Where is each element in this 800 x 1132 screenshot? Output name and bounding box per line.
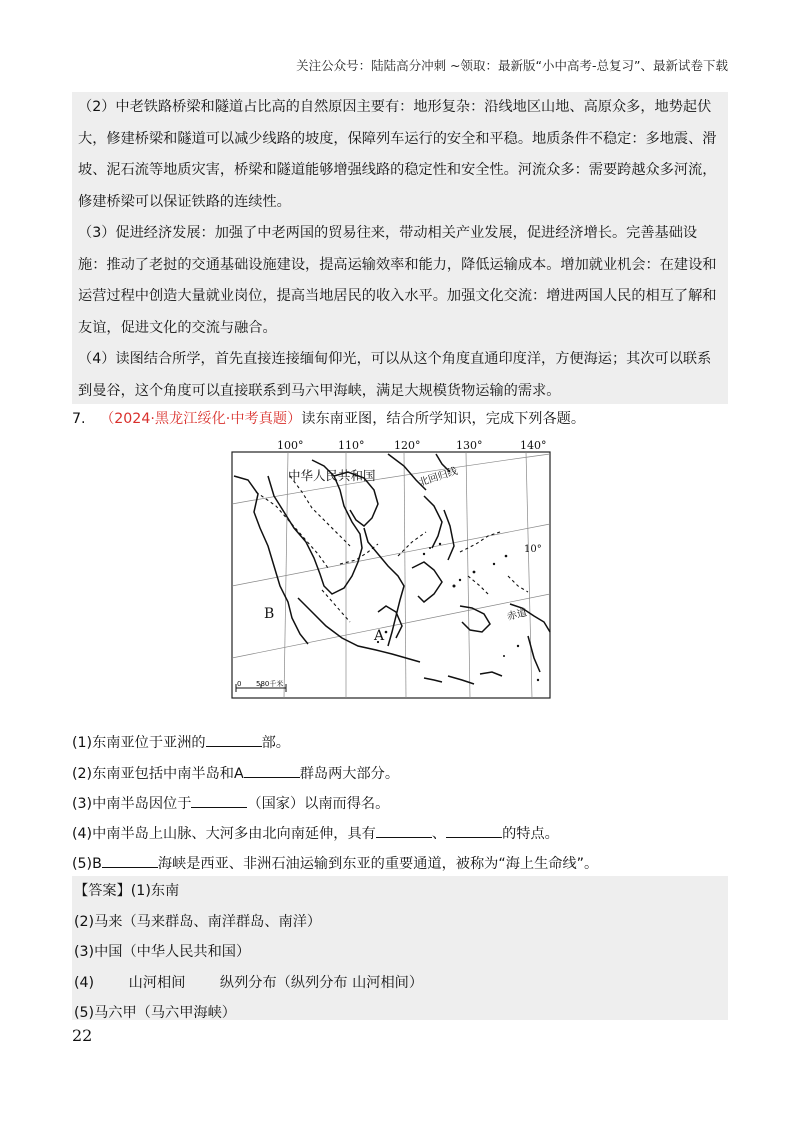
sub-question-2 — [72, 763, 399, 783]
question-header — [72, 408, 585, 428]
answer-blank — [446, 825, 502, 838]
answer-blank — [376, 825, 432, 838]
lon-label-100: 100° — [277, 439, 304, 452]
question-source: （2024·黑龙江绥化·中考真题） — [100, 411, 302, 427]
answer-line-4 — [72, 968, 728, 999]
sub-question-4 — [72, 823, 559, 843]
sub-question-4-separator: 、 — [431, 826, 447, 842]
answer-2: (2)马来（马来群岛、南洋群岛、南洋） — [74, 913, 322, 930]
map-lat-label: 10° — [524, 544, 542, 555]
lon-label-110: 110° — [338, 439, 365, 452]
previous-answer-block — [72, 92, 728, 404]
lon-label-120: 120° — [394, 439, 421, 452]
sub-question-2-text: (2)东南亚包括中南半岛和A — [72, 766, 244, 782]
sub-question-2-suffix: 群岛两大部分。 — [299, 766, 400, 782]
sub-question-3-text: (3)中南半岛因位于 — [72, 796, 192, 812]
scale-distance-label: 580千米 — [256, 680, 284, 688]
sub-question-5-text: (5)B — [72, 856, 102, 872]
sub-question-1 — [72, 732, 290, 752]
scale-zero-label: 0 — [237, 680, 242, 688]
sub-question-4-text: (4)中南半岛上山脉、大河多由北向南延伸，具有 — [72, 826, 376, 842]
header-note: 关注公众号：陆陆高分冲刺 ~领取：最新版“小中高考-总复习”、最新试卷下载 — [296, 58, 728, 73]
page-number: 22 — [72, 1026, 93, 1045]
answer-5: (5)马六甲（马六甲海峡） — [74, 1005, 236, 1021]
map-tropic-label: 北回归线 — [417, 466, 459, 489]
answer-3: (3)中国（中华人民共和国） — [74, 944, 251, 960]
lon-label-130: 130° — [456, 439, 483, 452]
sub-question-5 — [72, 853, 598, 873]
sub-question-3-suffix: （国家）以南而得名。 — [247, 796, 390, 812]
question-number: 7. — [72, 411, 86, 427]
map-country-label: 中华人民共和国 — [288, 468, 376, 483]
map-frame — [232, 452, 550, 698]
answer-blank — [206, 734, 262, 747]
answer-paragraph-3: （3）促进经济发展：加强了中老两国的贸易往来，带动相关产业发展，促进经济增长。完善基础设施：推动了老挝的交通基础设施建设，提高运输效率和能力，降低运输成本。增加就业机会：在建设和运营过程中创造大量就业岗位，提高当地居民的收入水平。加强文化交流：增进两国人民的相互了解和友谊，促进文化的交流与融合。 — [78, 225, 717, 336]
answer-blank — [102, 855, 158, 868]
answer-line-1 — [72, 876, 728, 907]
sub-question-4-suffix: 的特点。 — [502, 826, 559, 842]
map-equator-label: 赤道 — [506, 607, 529, 623]
answer-block — [72, 876, 728, 1020]
answer-blank — [244, 765, 300, 778]
lon-label-140: 140° — [520, 439, 547, 452]
answer-paragraph-4: （4）读图结合所学，首先直接连接缅甸仰光，可以从这个角度直通印度洋，方便海运；其次可以联系到曼谷，这个角度可以直接联系到马六甲海峡，满足大规模货物运输的需求。 — [78, 351, 712, 399]
sub-question-1-suffix: 部。 — [261, 735, 290, 751]
answer-tag: 【答案】 — [74, 883, 131, 899]
sub-question-1-text: (1)东南亚位于亚洲的 — [72, 735, 206, 751]
answer-1: (1)东南 — [130, 883, 180, 899]
map-label-b: B — [264, 606, 275, 622]
southeast-asia-map — [228, 436, 558, 706]
sub-question-5-suffix: 海峡是西亚、非洲石油运输到东亚的重要通道，被称为“海上生命线”。 — [157, 856, 599, 872]
answer-4-number: (4) — [74, 974, 95, 991]
question-prompt: 读东南亚图，结合所学知识，完成下列各题。 — [301, 411, 586, 427]
sub-question-3 — [72, 793, 389, 813]
answer-blank — [191, 795, 247, 808]
map-label-a: A — [374, 628, 385, 644]
answer-4-value-1: 山河相间 — [128, 974, 186, 991]
answer-paragraph-2: （2）中老铁路桥梁和隧道占比高的自然原因主要有：地形复杂：沿线地区山地、高原众多，地势起伏大，修建桥梁和隧道可以减少线路的坡度，保障列车运行的安全和平稳。地质条件不稳定：多地震、滑坡、泥石流等地质灾害，桥梁和隧道能够增强线路的稳定性和安全性。河流众多：需要跨越众多河流，修建桥梁可以保证铁路的连续性。 — [78, 99, 717, 210]
answer-4-value-2: 纵列分布（纵列分布 山河相间） — [219, 974, 424, 991]
